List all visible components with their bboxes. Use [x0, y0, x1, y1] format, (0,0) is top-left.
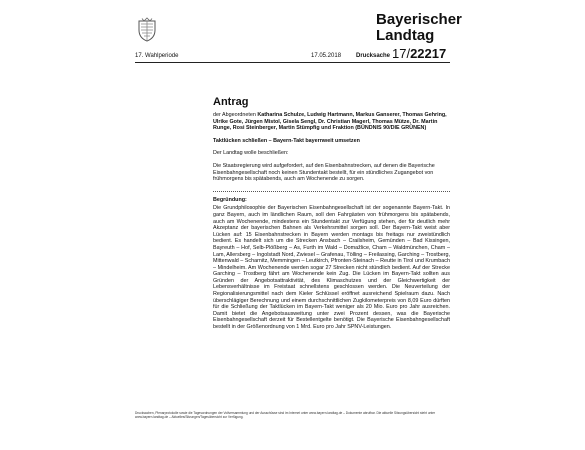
section-divider — [213, 191, 450, 192]
document-subject: Taktlücken schließen – Bayern-Takt bayernweit umsetzen — [213, 137, 360, 144]
landtag-logo — [376, 12, 462, 44]
logo-line-2: Landtag — [376, 27, 435, 44]
document-heading: Antrag — [213, 96, 249, 108]
reason-text: Die Grundphilosophie der Bayerischen Eisenbahngesellschaft ist der sogenannte Bayern-Takt. In ganz Bayern, auch im ländlichen Raum, soll den Fahrgästen von frühmorgens bis spätabends, auch am Wochenende, mindestens ein Stundentakt zur Verfügung stehen, der für deutlich mehr Akzeptanz der bayerischen Bahnen als Verkehrsmittel sorgen soll. Der Bayern-Takt weist aber Lücken auf: 15 Eisenbahnstrecken in Bayern werden montags bis freitags nur zweistündlich bedient. Es handelt sich um die Strecken Ansbach – Crailsheim, Gemünden – Bad Kissingen, Bayreuth – Hof, Selb-Plößberg – As, Furth im Wald – Domažlice, Cham – Waldmünchen, Cham – Lam, Allersberg – Ingolstadt Nord, Zwiesel – Grafenau, Tölling – Freilassing, Garching – Trostberg, Mittenwald – Scharnitz, Memmingen – Leutkirch, Pfronten-Steinach – Reutte in Tirol und Krumbach – Mindelheim. Am Wochenende werden sogar 27 Strecken nicht stündlich bedient. Auf der Strecke Garching – Trostberg fährt am Wochenende kein Zug. Die Lücken im Bayern-Takt sollten aus Gründen der Angebotsattraktivität, des Klimaschutzes und der Gleichwertigkeit der Lebensverhältnisse im Freistaat schnellstens geschlossen werden. Die Neuverteilung der Regionalisierungsmittel nach dem Kieler Schlüssel eröffnet ausreichend Spielraum dazu. Nach überschlägiger Berechnung und einem durchschnittlichen Zugkilometerpreis von 8,09 Euro dürften für die Schließung der Taktlücken im Bayern-Takt weniger als 20 Mio. Euro pro Jahr ausreichen. Damit bietet die Angebotsausweitung unter zwei Prozent dessen, was die Bayerische Eisenbahngesellschaft derzeit für Bestellentgelte benötigt. Die Bayerische Eisenbahngesellschaft bestellt in der Größenordnung von 1 Mrd. Euro pro Jahr SPNV-Leistungen. — [213, 205, 450, 331]
election-period: 17. Wahlperiode — [135, 53, 179, 59]
intro-line: Der Landtag wolle beschließen: — [213, 150, 289, 157]
drucksache-prefix: 17/ — [392, 46, 411, 61]
drucksache-main-number: 22217 — [410, 46, 447, 61]
header-rule — [135, 62, 450, 63]
document-body — [213, 96, 450, 331]
reason-heading: Begründung: — [213, 196, 247, 203]
request-text: Die Staatsregierung wird aufgefordert, auf den Eisenbahnstrecken, auf denen die Bayerische Eisenbahngesellschaft noch keinen Stundentakt bestellt, für ein stündliches Zugangebot von frühmorgens bis spätabends, auch am Wochenende zu sorgen. — [213, 162, 435, 183]
authors-names: Katharina Schulze, Ludwig Hartmann, Markus Ganserer, Thomas Gehring, Ulrike Gote, Jürgen Mistol, Gisela Sengl, Dr. Christian Magerl, Thomas Mütze, Dr. Martin Runge, Rosi Steinberger, Martin Stümpfig und Fraktion (BÜNDNIS 90/DIE GRÜNEN) — [213, 112, 447, 132]
page-footer: Drucksachen, Plenarprotokolle sowie die Tagesordnungen der Vollversammlung und der Ausschüsse sind im Internet unter www.bayern.landtag.de – Dokumente abrufbar. Die aktuelle Sitzungsübersicht steht unter www.bayern.landtag.de – Aktuelles/Sitzungen/Tagesübersicht zur Verfügung. — [135, 411, 436, 419]
authors — [213, 112, 450, 132]
authors-prefix: der Abgeordneten — [213, 112, 258, 118]
drucksache-number — [392, 47, 446, 61]
drucksache-label: Drucksache — [356, 53, 391, 59]
bavarian-crest-icon — [134, 17, 160, 43]
logo-line-1: Bayerischer — [376, 11, 462, 28]
document-date: 17.05.2018 — [311, 53, 342, 59]
